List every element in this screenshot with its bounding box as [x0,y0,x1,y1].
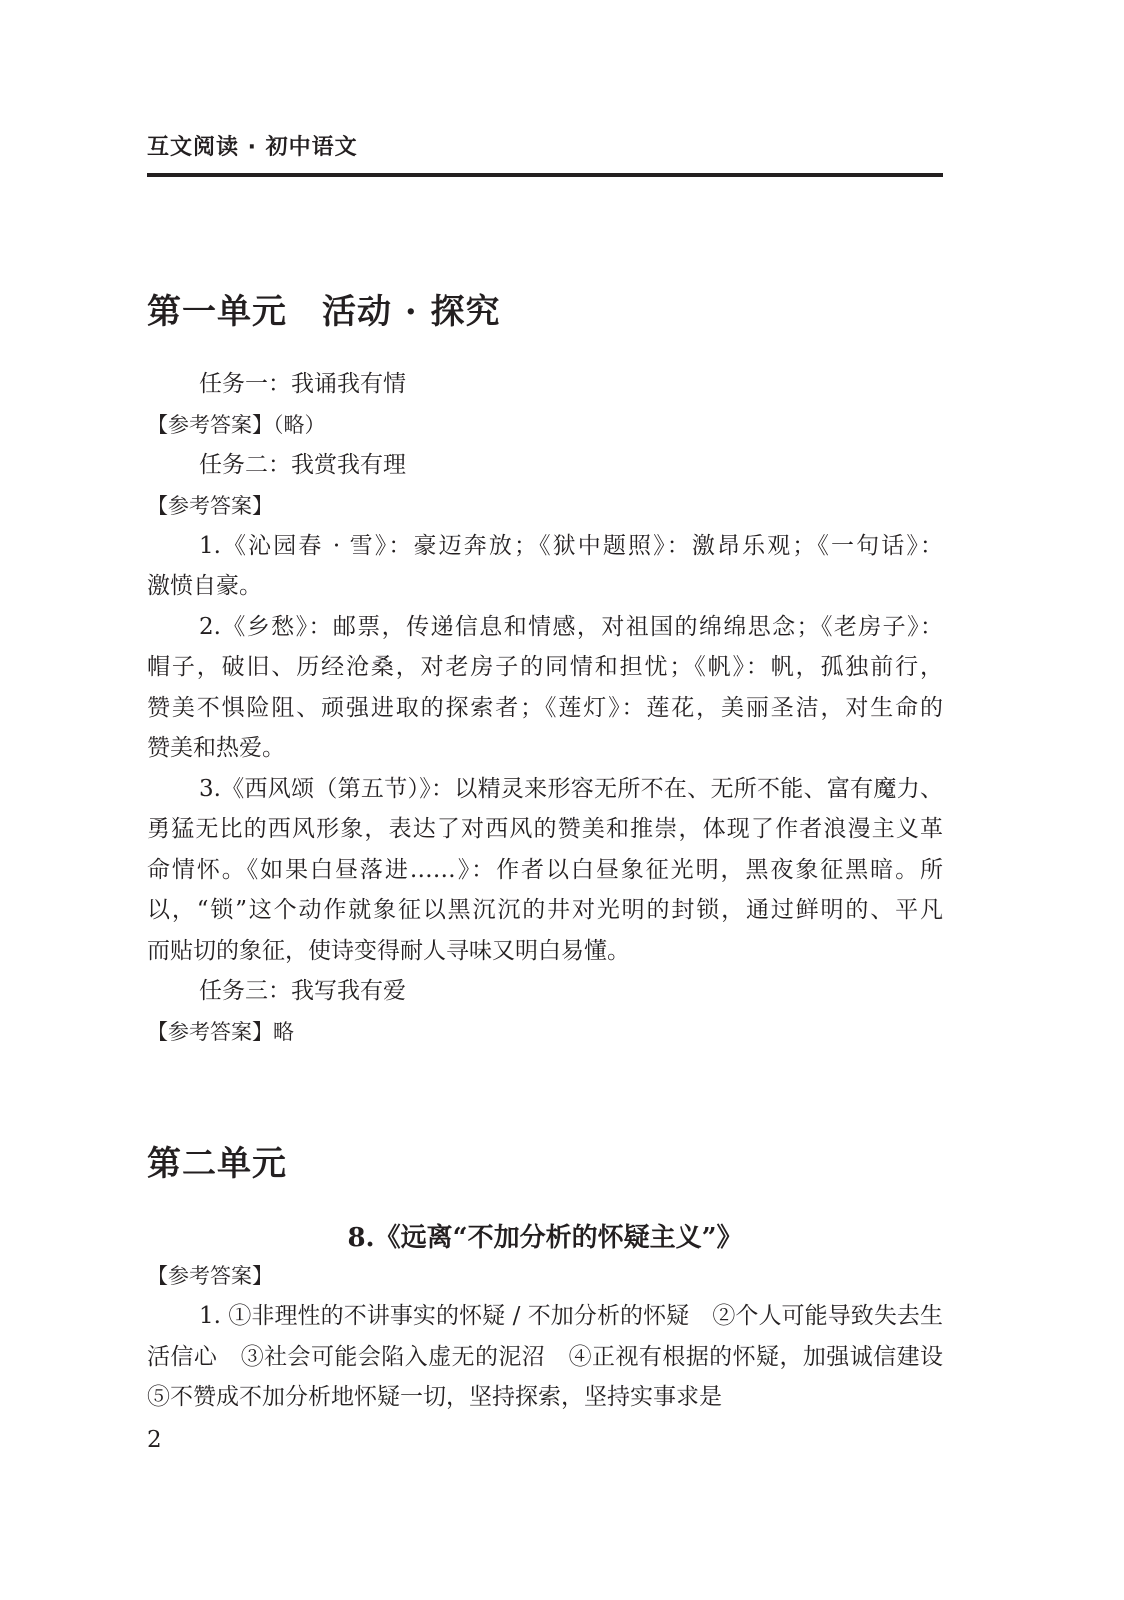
task-two-answer-label: 【参考答案】 [147,494,273,518]
lesson-title: 8.《远离“不加分析的怀疑主义”》 [347,1223,743,1253]
answer-line: 帽子，破旧、历经沧桑，对老房子的同情和担忧；《帆》：帆，孤独前行， [147,654,943,680]
unit-title-1: 第一单元 活动 · 探究 [147,292,501,332]
answer-line: 1.《沁园春 · 雪》：豪迈奔放；《狱中题照》：激昂乐观；《一句话》： [199,533,943,559]
answer-line: 而贴切的象征，使诗变得耐人寻味又明白易懂。 [147,938,630,964]
lesson-answer-label: 【参考答案】 [147,1264,273,1288]
answer-line: 3.《西风颂（第五节）》：以精灵来形容无所不在、无所不能、富有魔力、 [199,776,943,802]
answer-line: 命情怀。《如果白昼落进……》：作者以白昼象征光明，黑夜象征黑暗。所 [147,857,943,883]
header-rule [147,173,943,177]
answer-line: 活信心 ③社会可能会陷入虚无的泥沼 ④正视有根据的怀疑，加强诚信建设 [147,1344,943,1370]
task-two: 任务二：我赏我有理 [199,452,406,478]
task-one: 任务一：我诵我有情 [199,371,406,397]
task-three-answer: 【参考答案】略 [147,1020,294,1044]
task-one-answer: 【参考答案】（略） [147,413,326,437]
answer-line: ⑤不赞成不加分析地怀疑一切，坚持探索，坚持实事求是 [147,1384,722,1410]
answer-line: 以，“锁”这个动作就象征以黑沉沉的井对光明的封锁，通过鲜明的、平凡 [147,897,943,923]
answer-line: 激愤自豪。 [147,573,262,599]
task-three: 任务三：我写我有爱 [199,978,406,1004]
page-number: 2 [147,1427,162,1453]
answer-line: 勇猛无比的西风形象，表达了对西风的赞美和推崇，体现了作者浪漫主义革 [147,816,943,842]
answer-line: 赞美不惧险阻、顽强进取的探索者；《莲灯》：莲花，美丽圣洁，对生命的 [147,695,943,721]
running-header: 互文阅读 · 初中语文 [147,135,358,160]
answer-line: 1. ①非理性的不讲事实的怀疑 / 不加分析的怀疑 ②个人可能导致失去生 [199,1303,943,1329]
answer-line: 2.《乡愁》：邮票，传递信息和情感，对祖国的绵绵思念；《老房子》： [199,614,943,640]
unit-title-2: 第二单元 [147,1144,287,1184]
answer-line: 赞美和热爱。 [147,735,285,761]
